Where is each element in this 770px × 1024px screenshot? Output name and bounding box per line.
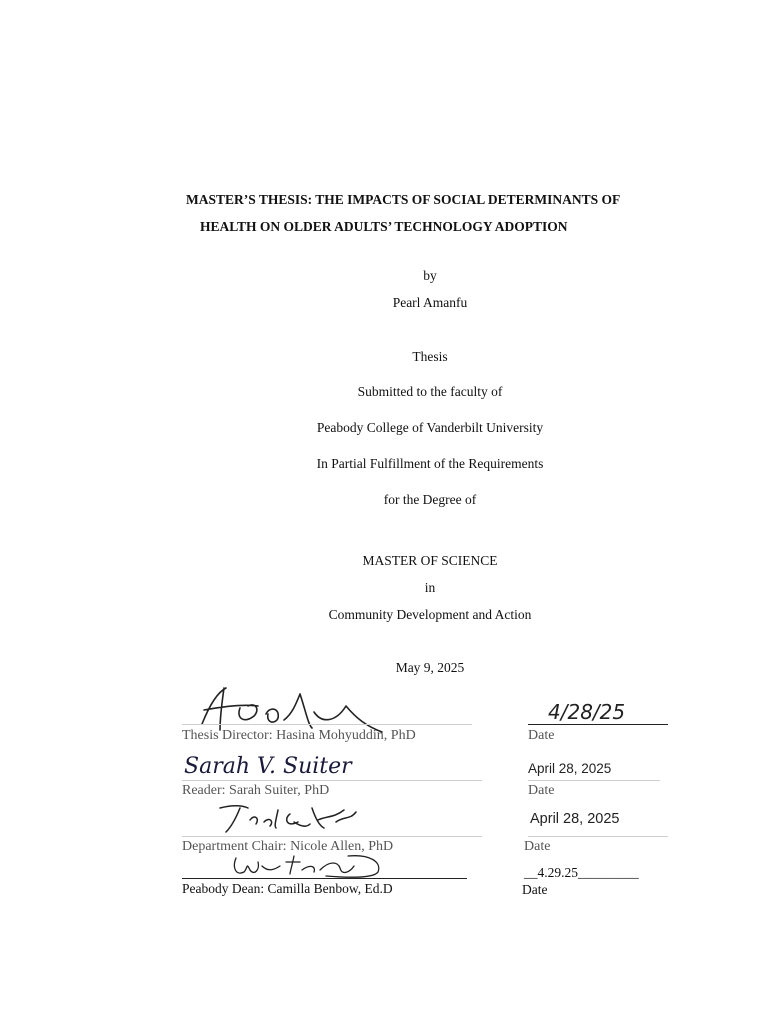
degree-name: MASTER OF SCIENCE: [362, 553, 498, 568]
reader-signature-line: [182, 780, 482, 781]
dean-signature-line: [182, 878, 467, 879]
chair-signature-line: [182, 836, 482, 837]
chair-date-label: Date: [524, 839, 551, 854]
thesis-title: [186, 186, 686, 240]
dean-date-value: __4.29.25_________: [524, 865, 639, 880]
in-text: in: [424, 580, 436, 595]
reader-label: Reader: Sarah Suiter, PhD: [182, 783, 330, 798]
degree-of-line: for the Degree of: [383, 492, 477, 507]
dean-date-label: Date: [522, 882, 548, 897]
director-label: Thesis Director: Hasina Mohyuddin, PhD: [182, 728, 416, 743]
requirements-line: In Partial Fulfillment of the Requirements: [316, 456, 544, 471]
by-text: by: [423, 268, 437, 283]
chair-date-value: April 28, 2025: [530, 811, 620, 827]
program-name: Community Development and Action: [328, 607, 532, 622]
college-line: Peabody College of Vanderbilt University: [316, 420, 544, 435]
dean-label: Peabody Dean: Camilla Benbow, Ed.D: [182, 881, 393, 896]
document-kind: Thesis: [412, 349, 448, 364]
submitted-line: Submitted to the faculty of: [357, 384, 503, 399]
director-signature-line: [182, 724, 472, 725]
director-date-handwritten: 4/28/25: [548, 700, 626, 724]
chair-date-line: [528, 836, 668, 837]
director-date-label: Date: [528, 728, 555, 743]
director-date-line: [528, 724, 668, 725]
submission-date: May 9, 2025: [395, 660, 465, 675]
title-line-2: HEALTH ON OLDER ADULTS’ TECHNOLOGY ADOPTION: [200, 219, 568, 234]
reader-date-value: April 28, 2025: [528, 761, 612, 776]
title-line-1: MASTER’S THESIS: THE IMPACTS OF SOCIAL DETERMINANTS OF: [186, 192, 621, 207]
reader-date-line: [528, 780, 660, 781]
reader-date-label: Date: [528, 783, 555, 798]
dean-signature: [230, 852, 390, 880]
author-name: Pearl Amanfu: [392, 295, 468, 310]
reader-signature: Sarah V. Suiter: [184, 754, 352, 779]
chair-label: Department Chair: Nicole Allen, PhD: [182, 839, 394, 854]
chair-signature: [214, 800, 364, 836]
